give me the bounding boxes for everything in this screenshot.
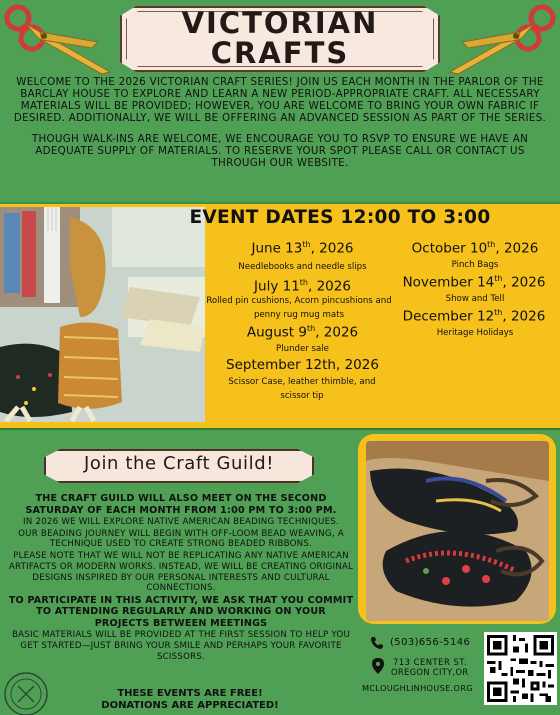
rsvp-paragraph: THOUGH WALK-INS ARE WELCOME, WE ENCOURAGE YOU TO RSVP TO ENSURE WE HAVE AN ADEQUATE SUPPLY OF MATERIALS. TO RESERVE YOUR SPOT PLEASE CALL OR CONTACT US THROUGH OUR WEBSITE.: [31, 133, 529, 169]
intro-text: [10, 76, 550, 178]
free-line: THESE EVENTS ARE FREE!: [117, 688, 263, 699]
phone-number[interactable]: (503)656-5146: [390, 637, 471, 648]
event-desc-december: Heritage Holidays: [436, 328, 514, 338]
free-events-note: [80, 688, 300, 712]
guild-heading: Join the Craft Guild!: [83, 453, 275, 474]
event-desc-june: Needlebooks and needle slips: [238, 262, 367, 272]
craft-photo-collage: [0, 207, 205, 422]
guild-schedule-text: THE CRAFT GUILD WILL ALSO MEET ON THE SECOND SATURDAY OF EACH MONTH FROM 1:00 PM TO 3:00 PM.: [25, 493, 337, 516]
event-desc-august: Plunder sale: [276, 344, 329, 354]
guild-note-text: PLEASE NOTE THAT WE WILL NOT BE REPLICATING ANY NATIVE AMERICAN ARTIFACTS OR MODERN WORKS. INSTEAD, WE WILL BE CREATING ORIGINAL DESIGNS INSPIRED BY OUR PERSONAL INTERESTS AND CULTURAL CONNECTIONS.: [8, 551, 354, 594]
intro-paragraph: WELCOME TO THE 2026 VICTORIAN CRAFT SERIES! JOIN US EACH MONTH IN THE PARLOR OF THE BARCLAY HOUSE TO EXPLORE AND LEARN A NEW PERIOD-APPROPRIATE CRAFT. ALL NECESSARY MATERIALS WILL BE PROVIDED; HOWEVER, YOU ARE WELCOME TO BRING YOUR OWN FABRIC IF DESIRED. ADDITIONALLY, WE WILL BE OFFERING AN ADVANCED SESSION AS PART OF THE SERIES.: [13, 76, 547, 124]
event-date-december: December 12th, 2026: [402, 308, 546, 325]
event-date-june: June 13th, 2026: [251, 240, 354, 257]
guild-commit-text: TO PARTICIPATE IN THIS ACTIVITY, WE ASK THAT YOU COMMIT TO ATTENDING REGULARLY AND WORKING ON YOUR PROJECTS BETWEEN MEETINGS: [8, 594, 354, 629]
qr-code[interactable]: [484, 632, 557, 705]
scissors-icon: [446, 2, 558, 82]
phone-icon: [370, 636, 384, 650]
scissors-icon: [2, 2, 114, 82]
address-line2: OREGON CITY,OR: [391, 667, 469, 677]
map-pin-icon: [372, 658, 384, 674]
address-line1: 713 CENTER ST.: [393, 657, 468, 667]
guild-materials-text: BASIC MATERIALS WILL BE PROVIDED AT THE FIRST SESSION TO HELP YOU GET STARTED—JUST BRING YOUR SMILE AND PERHAPS YOUR FAVORITE SCISSORS.: [11, 630, 350, 662]
guild-description: [8, 493, 354, 664]
event-date-august: August 9th, 2026: [246, 324, 359, 341]
event-date-september: September 12th, 2026: [226, 357, 379, 373]
event-desc-july: Rolled pin cushions, Acorn pincushions and penny rug mug mats: [206, 296, 392, 320]
page-title-line2: CRAFTS: [210, 36, 350, 70]
event-date-october: October 10th, 2026: [411, 240, 539, 257]
page-title-line1: VICTORIAN: [181, 6, 379, 40]
event-desc-september: Scissor Case, leather thimble, and scissor tip: [228, 377, 376, 401]
event-date-november: November 14th, 2026: [402, 274, 546, 291]
logo-seal: [3, 671, 49, 715]
beaded-scissor-case-photo: [366, 441, 549, 621]
website-link[interactable]: MCLOUGHLINHOUSE.ORG: [362, 683, 473, 693]
event-dates-heading: EVENT DATES 12:00 TO 3:00: [189, 207, 491, 228]
donations-line: DONATIONS ARE APPRECIATED!: [101, 700, 279, 711]
event-date-july: July 11th, 2026: [254, 278, 351, 295]
event-desc-october: Pinch Bags: [451, 260, 499, 270]
guild-year-text: IN 2026 WE WILL EXPLORE NATIVE AMERICAN BEADING TECHNIQUES.: [23, 517, 339, 527]
guild-beading-text: OUR BEADING JOURNEY WILL BEGIN WITH OFF-LOOM BEAD WEAVING, A TECHNIQUE USED TO CREATE STRONG BEADED RIBBONS.: [18, 528, 344, 550]
event-desc-november: Show and Tell: [445, 294, 505, 304]
